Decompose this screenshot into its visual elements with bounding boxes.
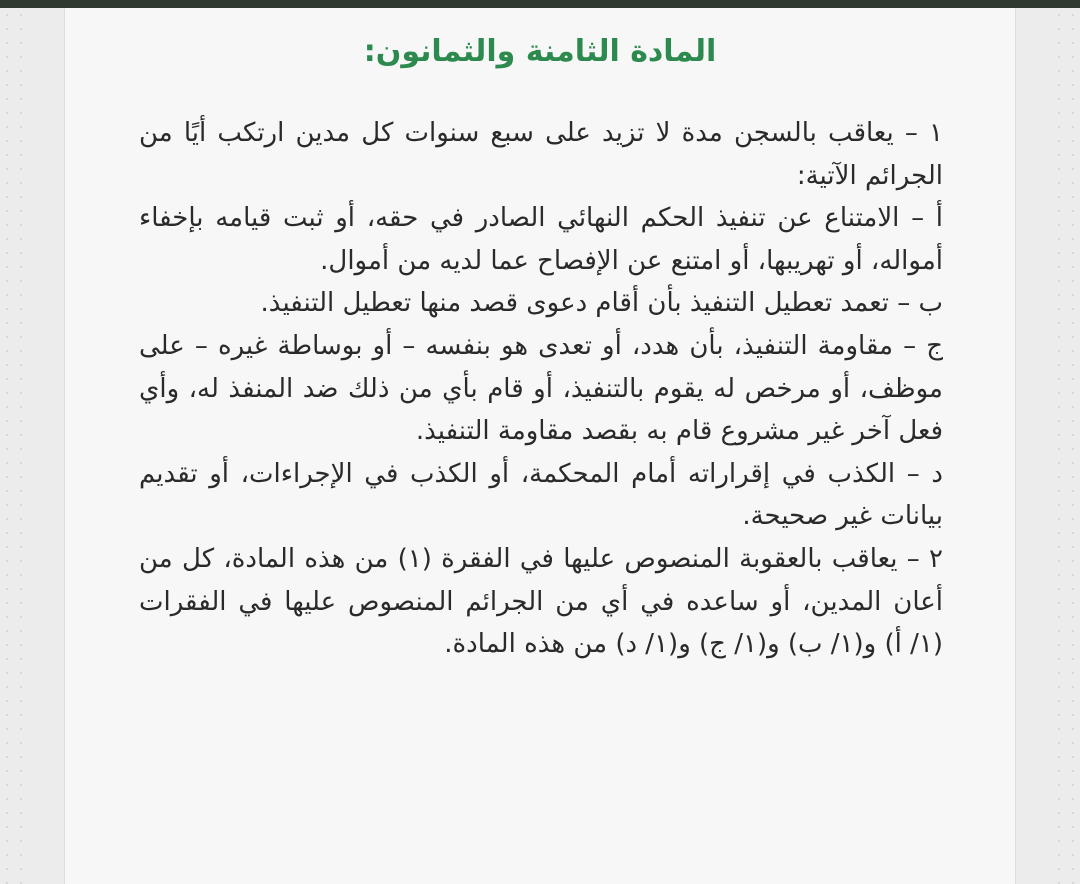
paragraph-1: ١ – يعاقب بالسجن مدة لا تزيد على سبع سنوات كل مدين ارتكب أيًا من الجرائم الآتية: [139,118,943,191]
article-body [139,112,943,666]
clause-d: د – الكذب في إقراراته أمام المحكمة، أو الكذب في الإجراءات، أو تقديم بيانات غير صحيحة. [139,458,943,532]
left-margin-pattern [0,8,28,884]
top-bar [0,0,1080,8]
clause-a: أ – الامتناع عن تنفيذ الحكم النهائي الصادر في حقه، أو ثبت قيامه بإخفاء أمواله، أو تهريبها، أو امتنع عن الإفصاح عما لديه من أموال. [139,203,943,276]
document-page [64,8,1016,884]
clause-b: ب – تعمد تعطيل التنفيذ بأن أقام دعوى قصد منها تعطيل التنفيذ. [260,288,943,319]
right-margin-pattern [1052,8,1080,884]
paragraph-2: ٢ – يعاقب بالعقوبة المنصوص عليها في الفقرة (١) من هذه المادة، كل من أعان المدين، أو ساعده في أي من الجرائم المنصوص عليها في الفقرات (١/ أ) و(١/ ب) و(١/ ج) و(١/ د) من هذه المادة. [139,543,943,660]
article-title: المادة الثامنة والثمانون: [363,34,717,69]
clause-c: ج – مقاومة التنفيذ، بأن هدد، أو تعدى هو بنفسه – أو بوساطة غيره – على موظف، أو مرخص له يقوم بالتنفيذ، أو قام بأي من ذلك ضد المنفذ له، وأي فعل آخر غير مشروع قام به بقصد مقاومة التنفيذ. [139,330,943,447]
